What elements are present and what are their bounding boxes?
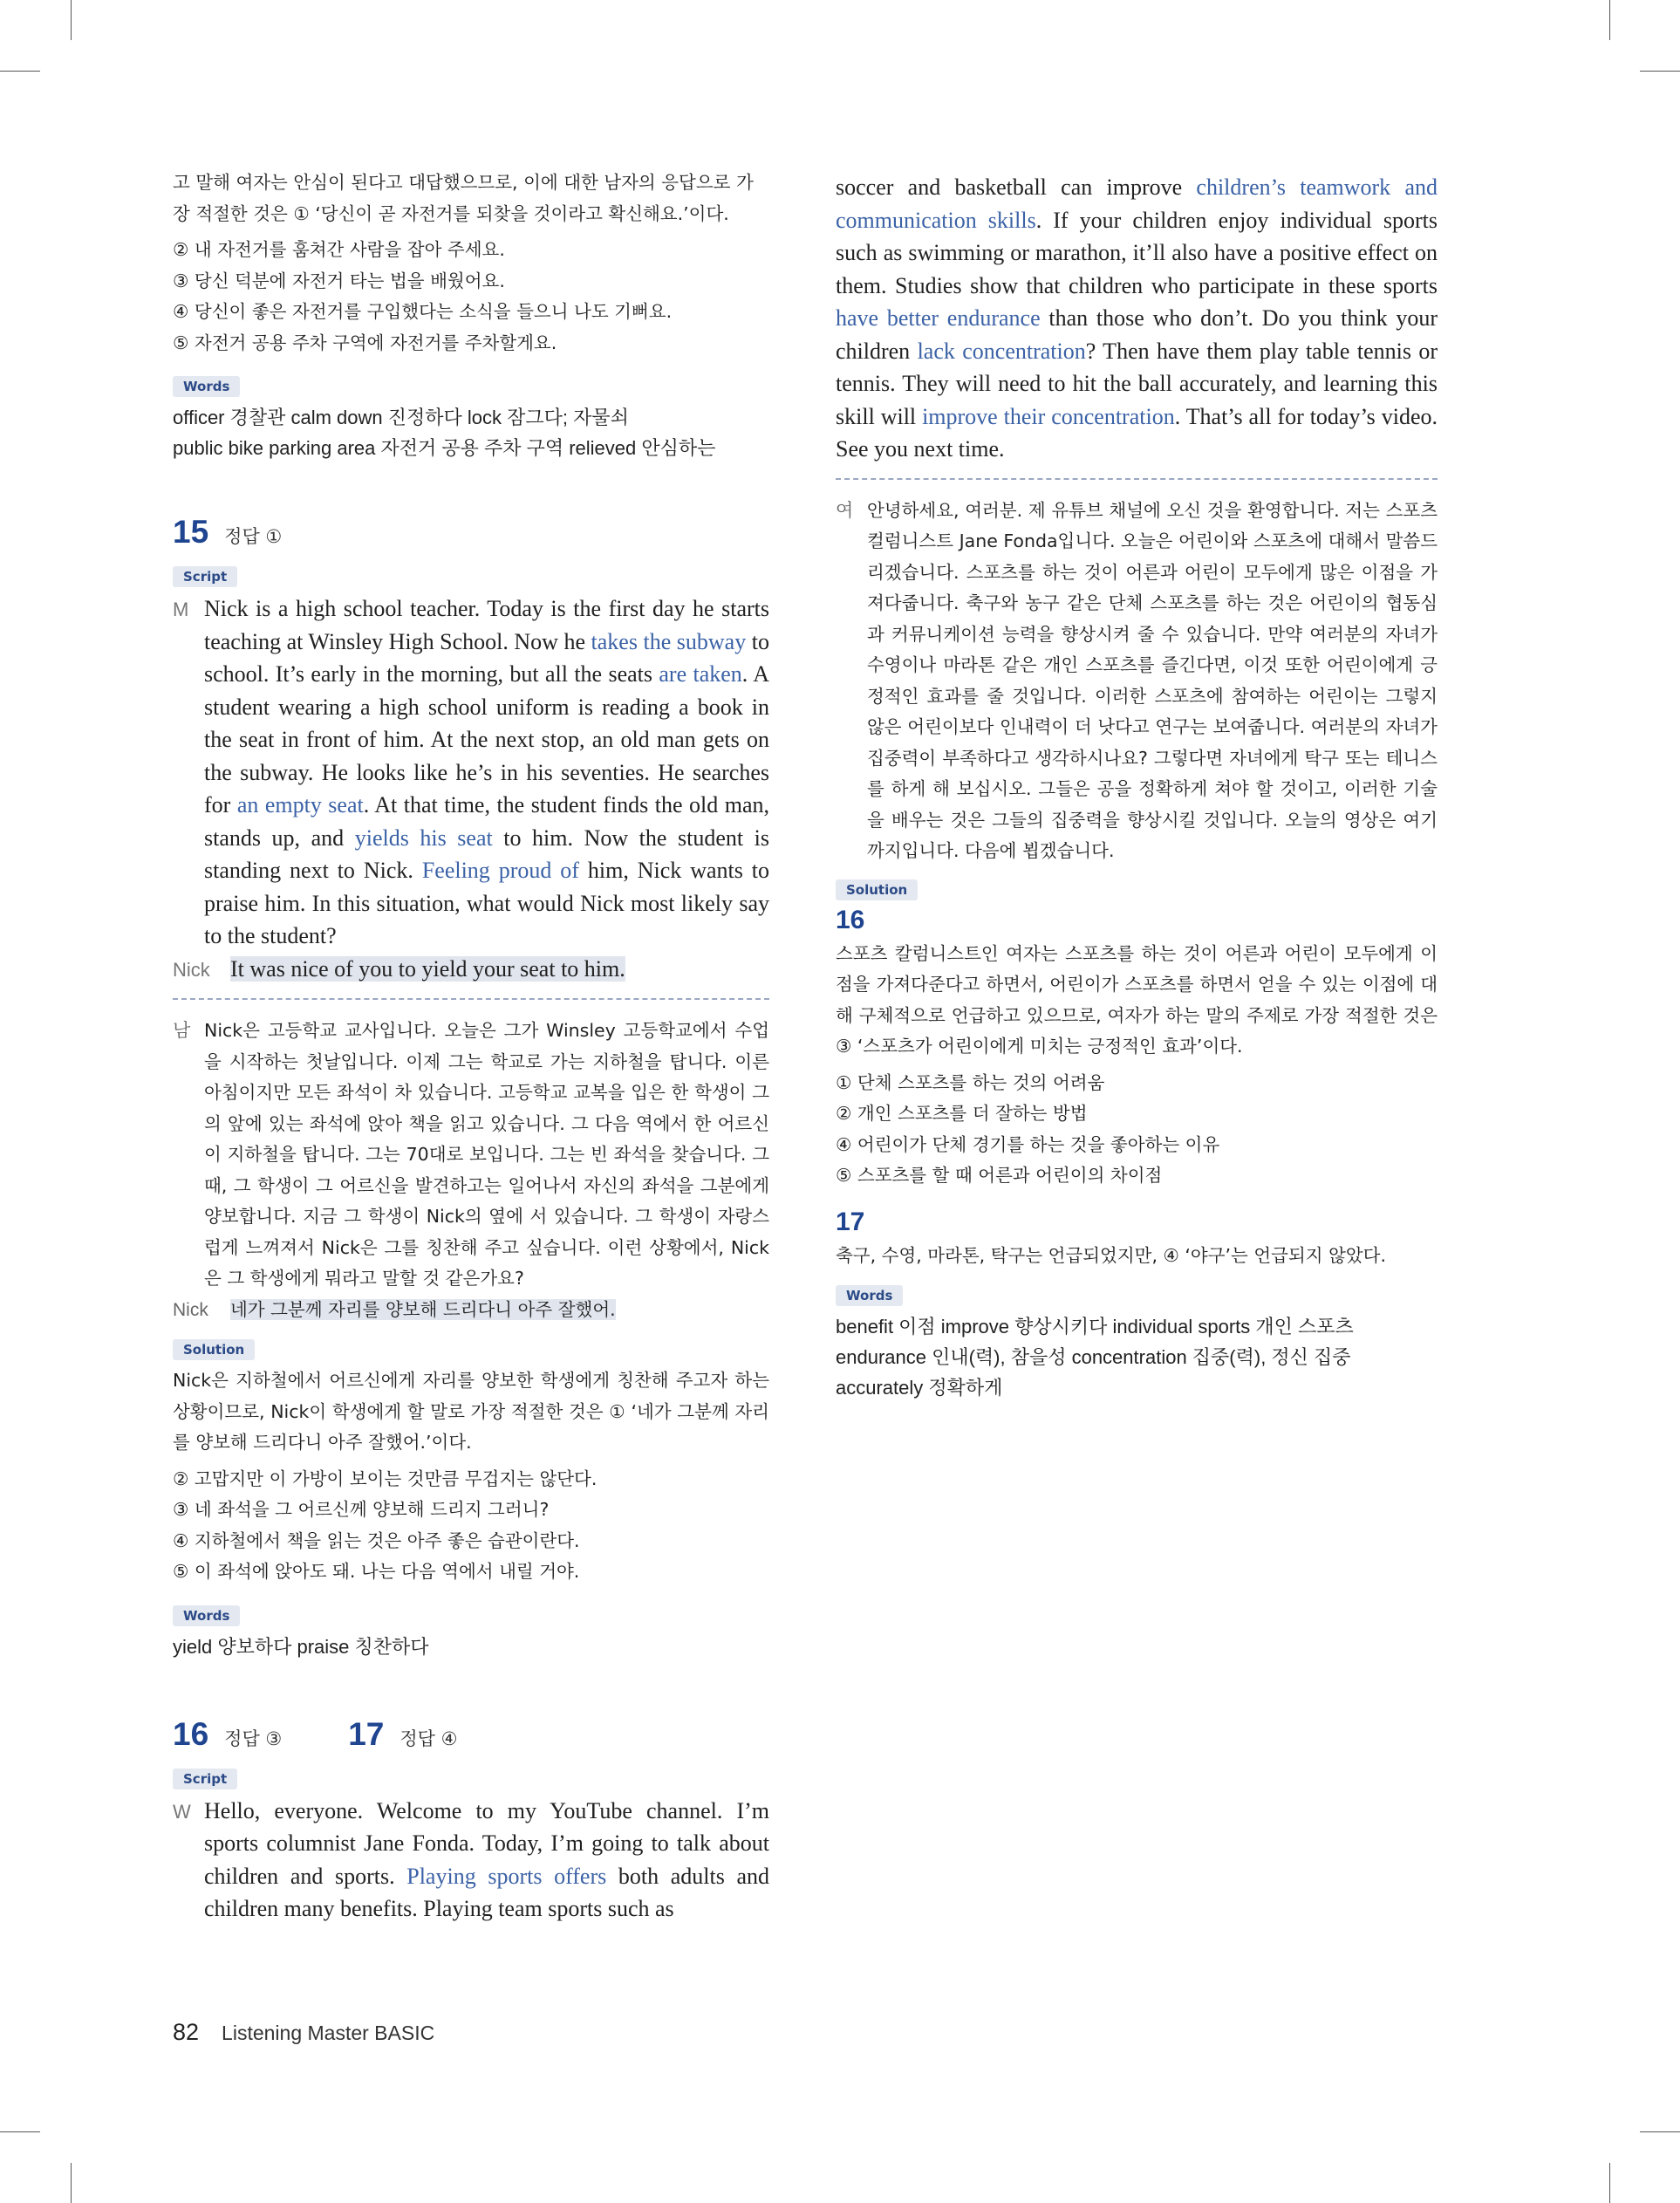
book-title: Listening Master BASIC [222, 2022, 435, 2044]
crop-mark [71, 0, 72, 40]
q16-translation [836, 496, 1438, 867]
text-line: 고 말해 여자는 안심이 된다고 대답했으므로, 이에 대한 남자의 응답으로 가 [173, 172, 754, 193]
crop-mark [0, 2131, 40, 2132]
script-tag: Script [173, 1769, 237, 1789]
key-phrase: improve their concentration [922, 403, 1175, 429]
speaker-label: W [173, 1800, 191, 1823]
solution-tag: Solution [836, 879, 918, 900]
key-phrase: takes the subway [591, 628, 747, 654]
key-phrase: lack concentration [917, 338, 1086, 364]
q15-translation-nick [173, 1295, 769, 1326]
q15-script-m [173, 592, 769, 953]
q14-solution-continuation [173, 168, 769, 229]
speaker-label: Nick [173, 1299, 208, 1320]
solution-number: 17 [836, 1207, 865, 1236]
words-line: benefit 이점 improve 향상시키다 individual sports 개인 스포츠 [836, 1316, 1354, 1338]
page-number: 82 [173, 2019, 200, 2045]
q16-script-w [173, 1795, 769, 1926]
divider [173, 998, 769, 1000]
key-phrase: children’s teamwork and communication skills [836, 174, 1438, 233]
words-line: accurately 정확하게 [836, 1377, 1003, 1399]
q15-words: yield 양보하다 praise 칭찬하다 [173, 1635, 429, 1658]
key-phrase: have better endurance [836, 305, 1041, 331]
question-number: 16 [173, 1715, 209, 1752]
solution-tag: Solution [173, 1339, 255, 1360]
q16-script-continuation: soccer and basketball can improve children’s teamwork and communication skills. If your children enjoy individual sports such as swimming or marathon, it’ll also have a positive effect on them. Studies show that children who participate in these sports have better endurance than those who don’t. Do you think your children lack concentration? Then have them play table tennis or tennis. They will need to hit the ball accurately, and learning this skill will improve their concentration. That’s all for today’s video. See you next time. [836, 174, 1438, 462]
answer-line: 네가 그분께 자리를 양보해 드리다니 아주 잘했어. [230, 1298, 616, 1320]
speaker-label: 남 [173, 1020, 191, 1041]
words-tag: Words [173, 1605, 240, 1626]
speaker-label: M [173, 599, 189, 620]
q15-translation [173, 1016, 769, 1295]
option-item: ④ 어린이가 단체 경기를 하는 것을 좋아하는 이유 [836, 1133, 1220, 1155]
crop-mark [1609, 2163, 1610, 2203]
q15-script-nick [173, 953, 769, 987]
q14-options [173, 235, 769, 359]
key-phrase: yields his seat [354, 824, 493, 851]
script-text: Hello, everyone. Welcome to my YouTube channel. I’m sports columnist Jane Fonda. Today, I’m going to talk about children and sports. Playing sports offers both adults and children many benefits. Playing team sports such as [204, 1797, 770, 1921]
q16-17-header [173, 1716, 769, 1753]
words-line: endurance 인내(력), 참을성 concentration 집중(력), 정신 집중 [836, 1346, 1351, 1368]
q16-options [836, 1068, 1438, 1192]
q14-words [173, 402, 769, 463]
key-phrase: an empty seat [236, 792, 364, 818]
words-line: officer 경찰관 calm down 진정하다 lock 잠그다; 자물쇠 [173, 407, 629, 428]
question-number: 15 [173, 514, 209, 550]
q16-solution: 스포츠 칼럼니스트인 여자는 스포츠를 하는 것이 어른과 어린이 모두에게 이점을 가져다준다고 하면서, 어린이가 스포츠를 하면서 얻을 수 있는 이점에 대해 구체적으로 언급하고 있으므로, 여자가 하는 말의 주제로 가장 적절한 것은 ③ ‘스포츠가 어린이에게 미치는 긍정적인 효과’이다. [836, 942, 1438, 1057]
option-item: ② 고맙지만 이 가방이 보이는 것만큼 무겁지는 않단다. [173, 1468, 598, 1489]
key-phrase: are taken [659, 661, 742, 687]
q17-solution: 축구, 수영, 마라톤, 탁구는 언급되었지만, ④ ‘야구’는 언급되지 않았다. [836, 1244, 1386, 1266]
speaker-label: Nick [173, 958, 210, 981]
crop-mark [1640, 71, 1680, 72]
crop-mark [1609, 0, 1610, 40]
q15-header [173, 514, 769, 551]
answer-line: It was nice of you to yield your seat to him. [230, 955, 625, 982]
words-tag: Words [836, 1285, 903, 1306]
question-number: 17 [348, 1715, 385, 1752]
script-tag: Script [173, 566, 237, 587]
option-item: ④ 당신이 좋은 자전거를 구입했다는 소식을 들으니 나도 기뻐요. [173, 301, 673, 322]
words-line: public bike parking area 자전거 공용 주차 구역 relieved 안심하는 [173, 437, 716, 459]
translation-text: Nick은 고등학교 교사입니다. 오늘은 그가 Winsley 고등학교에서 수업을 시작하는 첫날입니다. 이제 그는 학교로 가는 지하철을 탑니다. 이른 아침이지만 모든 좌석이 차 있습니다. 고등학교 교복을 입은 한 학생이 그의 앞에 있는 좌석에 앉아 책을 읽고 있습니다. 그 다음 역에서 한 어르신이 지하철을 탑니다. 그는 70대로 보입니다. 그는 빈 좌석을 찾습니다. 그때, 그 학생이 그 어르신을 발견하고는 일어나서 자신의 좌석을 그분에게 양보합니다. 지금 그 학생이 Nick의 옆에 서 있습니다. 그 학생이 자랑스럽게 느껴져서 Nick은 그를 칭찬해 주고 싶습니다. 이런 상황에서, Nick은 그 학생에게 뭐라고 말할 것 같은가요? [204, 1020, 769, 1289]
q15-options [173, 1464, 769, 1588]
option-item: ③ 당신 덕분에 자전거 타는 법을 배웠어요. [173, 270, 505, 291]
key-phrase: Feeling proud of [421, 858, 579, 883]
translation-text: 안녕하세요, 여러분. 제 유튜브 채널에 오신 것을 환영합니다. 저는 스포츠 컬럼니스트 Jane Fonda입니다. 오늘은 어린이와 스포츠에 대해서 말씀드리겠습니다. 스포츠를 하는 것이 어른과 어린이 모두에게 많은 이점을 가져다줍니다. 축구와 농구 같은 단체 스포츠를 하는 것은 어린이의 협동심과 커뮤니케이션 능력을 향상시켜 줄 수 있습니다. 만약 여러분의 자녀가 수영이나 마라톤 같은 개인 스포츠를 즐긴다면, 이것 또한 어린이에게 긍정적인 효과를 줄 것입니다. 이러한 스포츠에 참여하는 어린이는 그렇지 않은 어린이보다 인내력이 더 낫다고 연구는 보여줍니다. 여러분의 자녀가 집중력이 부족하다고 생각하시나요? 그렇다면 자녀에게 탁구 또는 테니스를 하게 해 보십시오. 그들은 공을 정확하게 쳐야 할 것이고, 이러한 기술을 배우는 것은 그들의 집중력을 향상시킬 것입니다. 오늘의 영상은 여기까지입니다. 다음에 뵙겠습니다. [867, 499, 1438, 861]
option-item: ② 내 자전거를 훔쳐간 사람을 잡아 주세요. [173, 239, 505, 260]
key-phrase: Playing sports offers [406, 1863, 607, 1889]
answer-label: 정답 ③ [224, 1728, 283, 1749]
crop-mark [71, 2163, 72, 2203]
q16-words [836, 1311, 1438, 1403]
option-item: ⑤ 이 좌석에 앉아도 돼. 나는 다음 역에서 내릴 거야. [173, 1561, 580, 1582]
option-item: ⑤ 자전거 공용 주차 구역에 자전거를 주차할게요. [173, 332, 557, 353]
option-item: ③ 네 좌석을 그 어르신께 양보해 드리지 그러니? [173, 1499, 550, 1520]
answer-label: 정답 ① [224, 526, 283, 547]
page-footer [173, 2019, 434, 2046]
script-text: Nick is a high school teacher. Today is the first day he starts teaching at Winsley High School. Now he takes the subway to school. It’s early in the morning, but all the seats are taken. A student wearing a high school uniform is reading a book in the seat in front of him. At the next stop, an old man gets on the subway. He looks like he’s in his seventies. He searches for an empty seat. At that time, the student finds the old man, stands up, and yields his seat to him. Now the student is standing next to Nick. Feeling proud of him, Nick wants to praise him. In this situation, what would Nick most likely say to the student? [204, 596, 770, 948]
q15-solution: Nick은 지하철에서 어르신에게 자리를 양보한 학생에게 칭찬해 주고자 하는 상황이므로, Nick이 학생에게 할 말로 가장 적절한 것은 ① ‘네가 그분께 자리를 양보해 드리다니 아주 잘했어.’이다. [173, 1370, 769, 1453]
crop-mark [0, 71, 40, 72]
words-tag: Words [173, 376, 240, 397]
crop-mark [1640, 2131, 1680, 2132]
option-item: ② 개인 스포츠를 더 잘하는 방법 [836, 1103, 1088, 1124]
option-item: ⑤ 스포츠를 할 때 어른과 어린이의 차이점 [836, 1165, 1163, 1186]
answer-label: 정답 ④ [400, 1728, 458, 1749]
solution-number: 16 [836, 905, 865, 934]
option-item: ① 단체 스포츠를 하는 것의 어려움 [836, 1071, 1105, 1093]
right-column [836, 168, 1438, 1403]
text-line: 장 적절한 것은 ① ‘당신이 곧 자전거를 되찾을 것이라고 확신해요.’이다. [173, 202, 729, 224]
option-item: ④ 지하철에서 책을 읽는 것은 아주 좋은 습관이란다. [173, 1529, 580, 1551]
left-column [173, 168, 769, 1926]
divider [836, 478, 1438, 480]
speaker-label: 여 [836, 499, 854, 521]
